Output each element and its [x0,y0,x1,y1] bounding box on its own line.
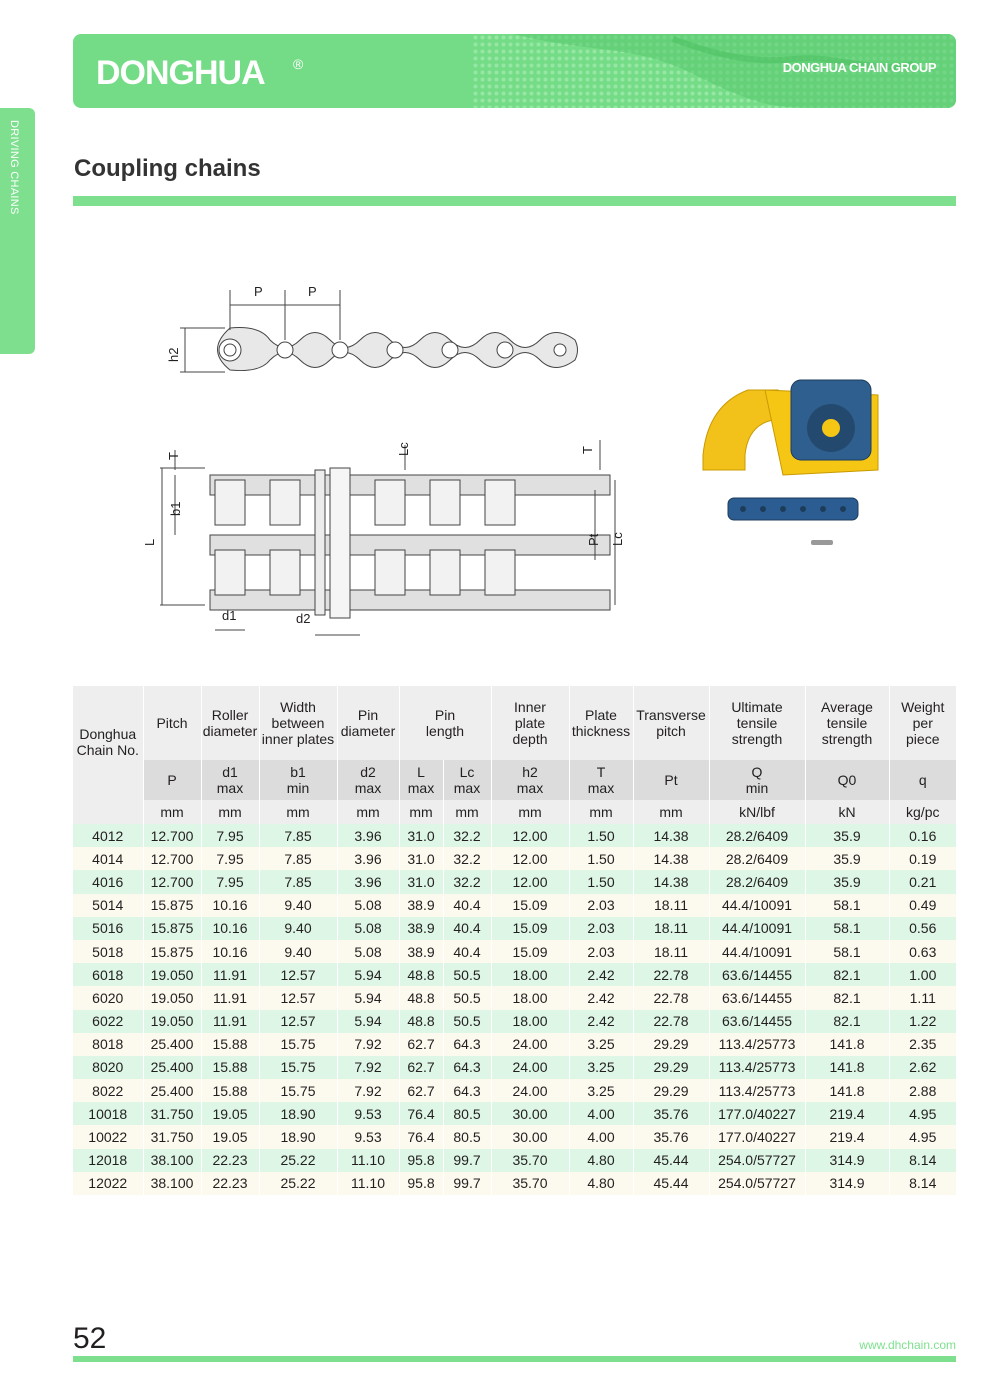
table-cell: 5.08 [337,940,399,963]
table-cell: 1.00 [909,966,937,983]
label-lc-right: Lc [610,532,625,546]
header-symbol: h2 max [491,760,569,800]
table-cell: 25.400 [143,1033,201,1056]
table-cell: 15.88 [201,1079,259,1102]
label-t-right: T [580,446,595,454]
label-d1: d1 [222,608,237,623]
table-cell: 0.49 [909,897,937,914]
table-cell: 113.4/25773 [709,1056,805,1079]
header-title-transverse: Transverse pitch [633,686,709,760]
table-cell: 12.700 [143,824,201,847]
table-cell: 1.50 [569,870,633,893]
table-cell: 29.29 [633,1033,709,1056]
table-cell: 76.4 [399,1125,443,1148]
table-cell: 2.62 [909,1059,937,1076]
table-cell: 62.7 [399,1056,443,1079]
table-cell: 29.29 [633,1056,709,1079]
label-t-left: T [166,452,181,460]
table-cell: 15.88 [201,1033,259,1056]
table-cell: 35.9 [805,824,889,847]
table-cell: 177.0/40227 [709,1102,805,1125]
table-cell: 62.7 [399,1033,443,1056]
table-cell: 4.80 [569,1172,633,1195]
table-cell: 15.875 [143,894,201,917]
table-cell: 18.11 [633,894,709,917]
table-cell: 10.16 [201,917,259,940]
header-unit: mm [491,800,569,824]
header-unit: kN/lbf [709,800,805,824]
table-cell: 12.57 [259,963,337,986]
header-title-inner-plate: Inner plate depth [491,686,569,760]
table-cell: 12.00 [491,824,569,847]
table-cell: 254.0/57727 [709,1172,805,1195]
table-cell: 44.4/10091 [709,894,805,917]
table-cell: 35.76 [633,1125,709,1148]
table-cell: 7.95 [201,847,259,870]
label-lc-top: Lc [396,442,411,456]
table-cell: 7.85 [259,847,337,870]
table-cell: 7.95 [201,870,259,893]
footer-rule [73,1356,956,1362]
table-cell: 38.100 [143,1149,201,1172]
table-cell: 2.42 [569,986,633,1009]
header-symbol: Lc max [443,760,491,800]
brand-logo: DONGHUA [96,54,265,92]
table-cell: 19.050 [143,963,201,986]
table-cell: 2.42 [569,963,633,986]
table-cell: 15.75 [259,1033,337,1056]
table-cell: 1.22 [909,1013,937,1030]
table-cell: 12.57 [259,1010,337,1033]
table-cell: 63.6/14455 [709,1010,805,1033]
table-cell: 31.750 [143,1102,201,1125]
table-cell: 30.00 [491,1102,569,1125]
table-cell: 48.8 [399,986,443,1009]
table-cell: 38.9 [399,940,443,963]
table-cell: 0.63 [909,943,937,960]
table-cell: 63.6/14455 [709,963,805,986]
table-cell: 113.4/25773 [709,1033,805,1056]
table-cell: 14.38 [633,824,709,847]
table-row [73,1125,956,1148]
header-unit: mm [201,800,259,824]
header-banner [73,34,956,108]
table-cell: 32.2 [443,824,491,847]
table-cell: 3.25 [569,1056,633,1079]
website-url: www.dhchain.com [859,1338,956,1352]
header-symbol: Q min [709,760,805,800]
table-cell: 80.5 [443,1102,491,1125]
table-cell: 177.0/40227 [709,1125,805,1148]
label-l: L [142,538,157,546]
table-cell: 12.700 [143,870,201,893]
table-cell: 18.00 [491,963,569,986]
header-symbol: Pt [633,760,709,800]
header-title-roller: Roller diameter [201,686,259,760]
chain-number-cell: 8022 [73,1079,143,1102]
table-cell: 24.00 [491,1056,569,1079]
title-rule [73,196,956,206]
header-unit: kN [805,800,889,824]
table-row [73,1056,956,1079]
chain-side-view [180,290,578,372]
chain-number-cell: 12022 [73,1172,143,1195]
table-cell: 29.29 [633,1079,709,1102]
table-cell: 64.3 [443,1079,491,1102]
table-cell: 219.4 [805,1102,889,1125]
group-name: DONGHUA CHAIN GROUP [782,60,936,75]
spec-table-body [73,824,956,1195]
table-cell: 50.5 [443,963,491,986]
chain-number-cell: 5014 [73,894,143,917]
table-cell: 2.35 [909,1036,937,1053]
table-cell: 0.16 [909,827,937,844]
table-cell: 48.8 [399,963,443,986]
header-title-plate-thickness: Plate thickness [569,686,633,760]
table-cell: 18.11 [633,940,709,963]
table-cell: 9.40 [259,940,337,963]
table-cell: 82.1 [805,986,889,1009]
table-cell: 32.2 [443,847,491,870]
table-cell: 48.8 [399,1010,443,1033]
table-cell: 1.50 [569,847,633,870]
page-title: Coupling chains [74,155,261,182]
table-row [73,1102,956,1125]
header-title-pin-diameter: Pin diameter [337,686,399,760]
chain-number-cell: 12018 [73,1149,143,1172]
table-cell: 99.7 [443,1149,491,1172]
table-row [73,1010,956,1033]
table-cell: 9.53 [337,1125,399,1148]
chain-number-cell: 4012 [73,824,143,847]
table-cell: 35.76 [633,1102,709,1125]
table-cell: 141.8 [805,1056,889,1079]
chain-number-cell: 6018 [73,963,143,986]
header-unit: mm [337,800,399,824]
table-cell: 18.00 [491,986,569,1009]
chain-number-cell: 8020 [73,1056,143,1079]
table-cell: 22.78 [633,1010,709,1033]
table-cell: 4.95 [909,1129,937,1146]
table-cell: 3.96 [337,847,399,870]
table-cell: 3.96 [337,870,399,893]
table-row [73,986,956,1009]
side-tab [0,108,35,354]
table-cell: 12.57 [259,986,337,1009]
table-cell: 5.08 [337,894,399,917]
label-d2: d2 [296,611,311,626]
table-cell: 9.40 [259,917,337,940]
table-cell: 1.11 [909,989,936,1006]
table-cell: 35.70 [491,1172,569,1195]
table-cell: 24.00 [491,1079,569,1102]
table-cell: 15.09 [491,894,569,917]
coupling-photo [693,360,893,560]
table-cell: 10.16 [201,894,259,917]
label-h2: h2 [166,347,181,362]
header-units [73,800,956,824]
table-cell: 4.00 [569,1102,633,1125]
page-number: 52 [73,1322,107,1355]
table-cell: 64.3 [443,1056,491,1079]
table-cell: 15.88 [201,1056,259,1079]
chain-number-cell: 4016 [73,870,143,893]
chain-number-cell: 5018 [73,940,143,963]
table-row [73,1079,956,1102]
header-symbol: b1 min [259,760,337,800]
table-cell: 5.94 [337,986,399,1009]
header-unit: mm [259,800,337,824]
table-cell: 2.03 [569,940,633,963]
table-cell: 11.91 [201,1010,259,1033]
table-cell: 30.00 [491,1125,569,1148]
table-cell: 31.750 [143,1125,201,1148]
table-cell: 11.10 [337,1172,399,1195]
table-cell: 3.96 [337,824,399,847]
table-cell: 58.1 [805,894,889,917]
table-cell: 0.19 [909,850,937,867]
table-cell: 25.22 [259,1172,337,1195]
table-cell: 95.8 [399,1172,443,1195]
table-cell: 25.22 [259,1149,337,1172]
table-cell: 9.53 [337,1102,399,1125]
table-cell: 4.95 [909,1105,937,1122]
table-cell: 3.25 [569,1033,633,1056]
table-cell: 254.0/57727 [709,1149,805,1172]
table-cell: 11.91 [201,963,259,986]
table-cell: 22.23 [201,1172,259,1195]
table-cell: 2.03 [569,894,633,917]
table-cell: 7.85 [259,824,337,847]
table-cell: 5.08 [337,917,399,940]
chain-header-line1: Donghua [79,726,137,742]
table-cell: 35.9 [805,870,889,893]
table-cell: 44.4/10091 [709,940,805,963]
table-cell: 9.40 [259,894,337,917]
table-cell: 99.7 [443,1172,491,1195]
chain-number-cell: 10022 [73,1125,143,1148]
table-cell: 141.8 [805,1079,889,1102]
chain-number-cell: 5016 [73,917,143,940]
table-cell: 7.85 [259,870,337,893]
table-cell: 50.5 [443,986,491,1009]
table-cell: 11.91 [201,986,259,1009]
table-cell: 82.1 [805,1010,889,1033]
table-row [73,1149,956,1172]
table-cell: 40.4 [443,917,491,940]
table-cell: 11.10 [337,1149,399,1172]
table-cell: 0.56 [909,920,937,937]
chain-number-cell: 6020 [73,986,143,1009]
table-cell: 31.0 [399,870,443,893]
table-cell: 14.38 [633,870,709,893]
table-cell: 19.050 [143,1010,201,1033]
table-cell: 219.4 [805,1125,889,1148]
table-cell: 64.3 [443,1033,491,1056]
chain-header-line2: Chain No. [76,742,139,758]
label-b1: b1 [168,501,183,516]
table-cell: 19.05 [201,1102,259,1125]
header-symbol: T max [569,760,633,800]
registered-mark: ® [293,56,304,72]
table-cell: 314.9 [805,1149,889,1172]
table-cell: 40.4 [443,940,491,963]
table-cell: 22.23 [201,1149,259,1172]
table-cell: 4.00 [569,1125,633,1148]
table-row [73,963,956,986]
table-cell: 5.94 [337,963,399,986]
table-cell: 7.92 [337,1056,399,1079]
table-cell: 35.9 [805,847,889,870]
table-cell: 2.42 [569,1010,633,1033]
table-cell: 15.75 [259,1079,337,1102]
table-cell: 15.75 [259,1056,337,1079]
table-cell: 63.6/14455 [709,986,805,1009]
table-cell: 38.9 [399,917,443,940]
header-symbols [73,760,956,800]
chain-number-cell: 4014 [73,847,143,870]
table-cell: 15.09 [491,917,569,940]
table-cell: 113.4/25773 [709,1079,805,1102]
table-cell: 28.2/6409 [709,870,805,893]
table-row [73,1033,956,1056]
table-cell: 38.100 [143,1172,201,1195]
table-cell: 8.14 [909,1175,937,1192]
table-cell: 3.25 [569,1079,633,1102]
header-title-average: Average tensile strength [805,686,889,760]
header-symbol: d2 max [337,760,399,800]
table-cell: 18.00 [491,1010,569,1033]
table-row [73,824,956,847]
header-titles [73,686,956,760]
table-cell: 24.00 [491,1033,569,1056]
header-symbol: P [143,760,201,800]
table-cell: 50.5 [443,1010,491,1033]
header-unit: mm [633,800,709,824]
table-cell: 19.05 [201,1125,259,1148]
header-title-weight: Weight per piece [889,686,956,760]
label-p1: P [254,284,263,299]
header-symbol: Q0 [805,760,889,800]
chain-number-cell: 8018 [73,1033,143,1056]
table-cell: 8.14 [909,1152,937,1169]
table-cell: 5.94 [337,1010,399,1033]
table-cell: 7.92 [337,1033,399,1056]
table-cell: 2.88 [909,1082,937,1099]
header-unit: mm [443,800,491,824]
table-cell: 38.9 [399,894,443,917]
table-cell: 7.92 [337,1079,399,1102]
table-cell: 14.38 [633,847,709,870]
label-p2: P [308,284,317,299]
header-symbol: L max [399,760,443,800]
header-unit-blank [73,800,143,824]
table-row [73,870,956,893]
table-cell: 35.70 [491,1149,569,1172]
table-cell: 15.875 [143,917,201,940]
table-cell: 22.78 [633,986,709,1009]
side-tab-label: DRIVING CHAINS [8,120,20,215]
chain-number-cell: 10018 [73,1102,143,1125]
table-cell: 58.1 [805,917,889,940]
table-cell: 45.44 [633,1172,709,1195]
header-unit: mm [399,800,443,824]
header-title-width: Width between inner plates [259,686,337,760]
table-cell: 15.09 [491,940,569,963]
table-cell: 10.16 [201,940,259,963]
header-unit: kg/pc [889,800,956,824]
table-cell: 45.44 [633,1149,709,1172]
table-cell: 2.03 [569,917,633,940]
table-cell: 18.90 [259,1125,337,1148]
table-cell: 19.050 [143,986,201,1009]
table-cell: 12.700 [143,847,201,870]
header-unit: mm [143,800,201,824]
label-pt: Pt [586,533,601,546]
table-row [73,847,956,870]
table-cell: 18.11 [633,917,709,940]
table-cell: 62.7 [399,1079,443,1102]
table-cell: 44.4/10091 [709,917,805,940]
table-cell: 28.2/6409 [709,847,805,870]
table-cell: 25.400 [143,1056,201,1079]
chain-header [73,686,143,800]
table-cell: 40.4 [443,894,491,917]
table-cell: 15.875 [143,940,201,963]
table-cell: 31.0 [399,847,443,870]
header-unit: mm [569,800,633,824]
table-cell: 314.9 [805,1172,889,1195]
table-cell: 1.50 [569,824,633,847]
table-cell: 76.4 [399,1102,443,1125]
table-row [73,917,956,940]
table-row [73,894,956,917]
header-symbol: d1 max [201,760,259,800]
table-cell: 7.95 [201,824,259,847]
table-cell: 32.2 [443,870,491,893]
table-row [73,940,956,963]
header-title-pin-length: Pin length [399,686,491,760]
spec-table [73,686,956,1195]
table-cell: 28.2/6409 [709,824,805,847]
table-cell: 12.00 [491,847,569,870]
header-title-pitch: Pitch [143,686,201,760]
table-cell: 31.0 [399,824,443,847]
table-cell: 0.21 [909,873,937,890]
table-cell: 58.1 [805,940,889,963]
header-title-ultimate: Ultimate tensile strength [709,686,805,760]
table-cell: 25.400 [143,1079,201,1102]
chain-top-view [160,440,615,635]
chain-technical-drawing [130,270,650,650]
table-cell: 12.00 [491,870,569,893]
table-cell: 4.80 [569,1149,633,1172]
table-cell: 82.1 [805,963,889,986]
table-cell: 18.90 [259,1102,337,1125]
table-row [73,1172,956,1195]
header-symbol: q [889,760,956,800]
table-cell: 141.8 [805,1033,889,1056]
table-cell: 80.5 [443,1125,491,1148]
table-cell: 95.8 [399,1149,443,1172]
chain-number-cell: 6022 [73,1010,143,1033]
table-cell: 22.78 [633,963,709,986]
